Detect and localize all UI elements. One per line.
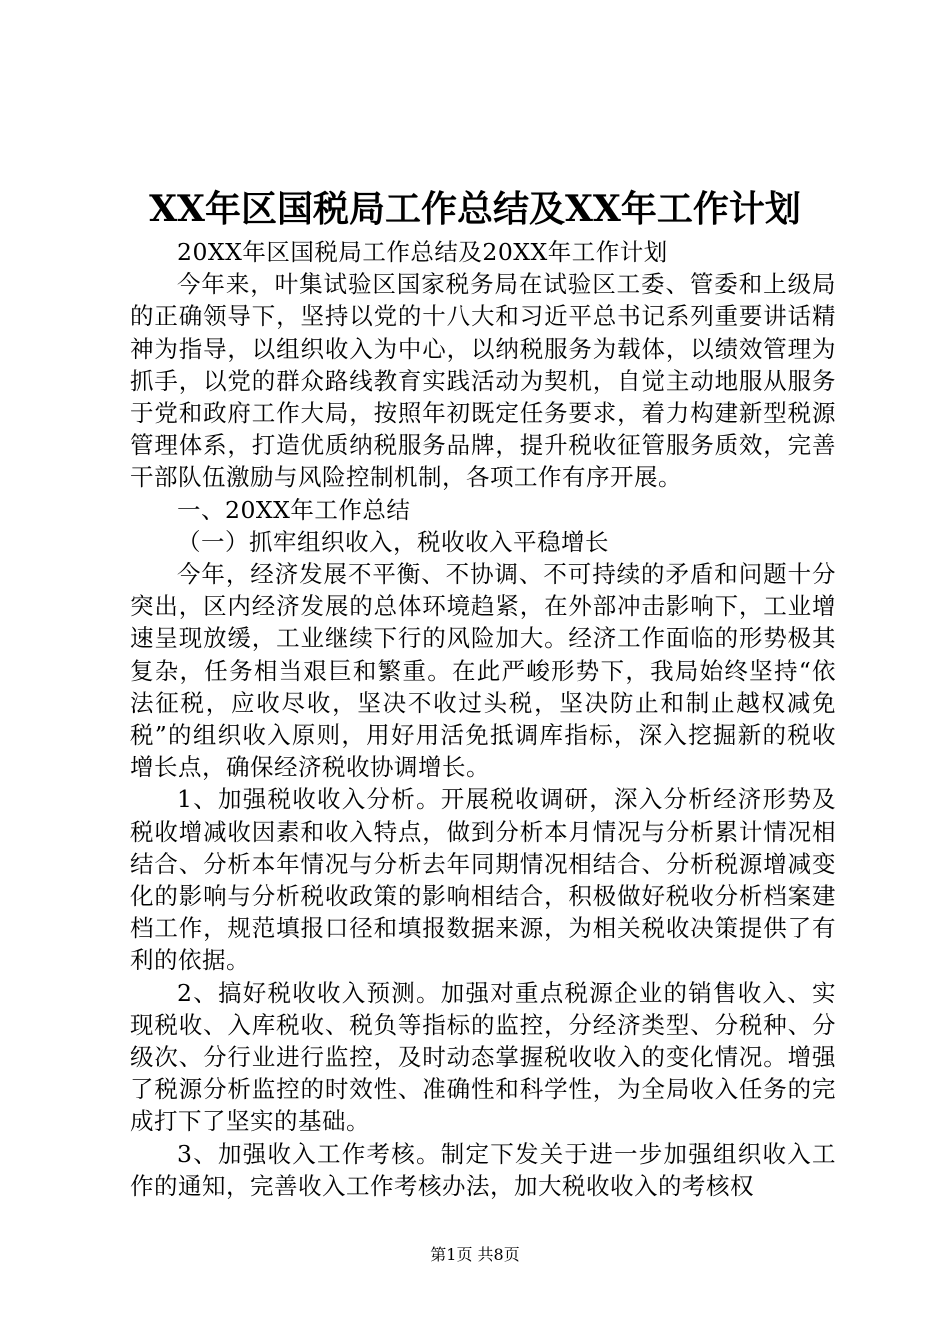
body-paragraph: 今年，经济发展不平衡、不协调、不可持续的矛盾和问题十分突出，区内经济发展的总体环境趋紧，在外部冲击影响下，工业增速呈现放缓，工业继续下行的风险加大。经济工作面临的形势极其复杂，任务相当艰巨和繁重。在此严峻形势下，我局始终坚持“依法征税，应收尽收，坚决不收过头税，坚决防止和制止越权减免税”的组织收入原则，用好用活免抵调库指标，深入挖掘新的税收增长点，确保经济税收协调增长。 [130,560,836,782]
intro-paragraph: 今年来，叶集试验区国家税务局在试验区工委、管委和上级局的正确领导下，坚持以党的十八大和习近平总书记系列重要讲话精神为指导，以组织收入为中心，以纳税服务为载体，以绩效管理为抓手，以党的群众路线教育实践活动为契机，自觉主动地服从服务于党和政府工作大局，按照年初既定任务要求，着力构建新型税源管理体系，打造优质纳税服务品牌，提升税收征管服务质效，完善干部队伍激励与风险控制机制，各项工作有序开展。 [130,270,836,492]
document-body [130,236,836,1202]
section-heading: 一、20XX年工作总结 [177,495,411,524]
body-paragraph: 3、加强收入工作考核。制定下发关于进一步加强组织收入工作的通知，完善收入工作考核办法，加大税收收入的考核权 [130,1139,836,1200]
subtitle-paragraph: 20XX年区国税局工作总结及20XX年工作计划 [177,238,668,266]
body-paragraph: 1、加强税收收入分析。开展税收调研，深入分析经济形势及税收增减收因素和收入特点，做到分析本月情况与分析累计情况相结合、分析本年情况与分析去年同期情况相结合、分析税源增减变化的影响与分析税收政策的影响相结合，积极做好税收分析档案建档工作，规范填报口径和填报数据来源，为相关税收决策提供了有利的依据。 [130,785,836,975]
subsection-heading: （一）抓牢组织收入，税收收入平稳增长 [177,527,609,556]
document-title: XX年区国税局工作总结及XX年工作计划 [149,188,801,230]
page-number-footer: 第1页 共8页 [430,1245,520,1264]
body-paragraph: 2、搞好税收收入预测。加强对重点税源企业的销售收入、实现税收、入库税收、税负等指标的监控，分经济类型、分税种、分级次、分行业进行监控，及时动态掌握税收收入的变化情况。增强了税源分析监控的时效性、准确性和科学性，为全局收入任务的完成打下了坚实的基础。 [130,978,836,1136]
